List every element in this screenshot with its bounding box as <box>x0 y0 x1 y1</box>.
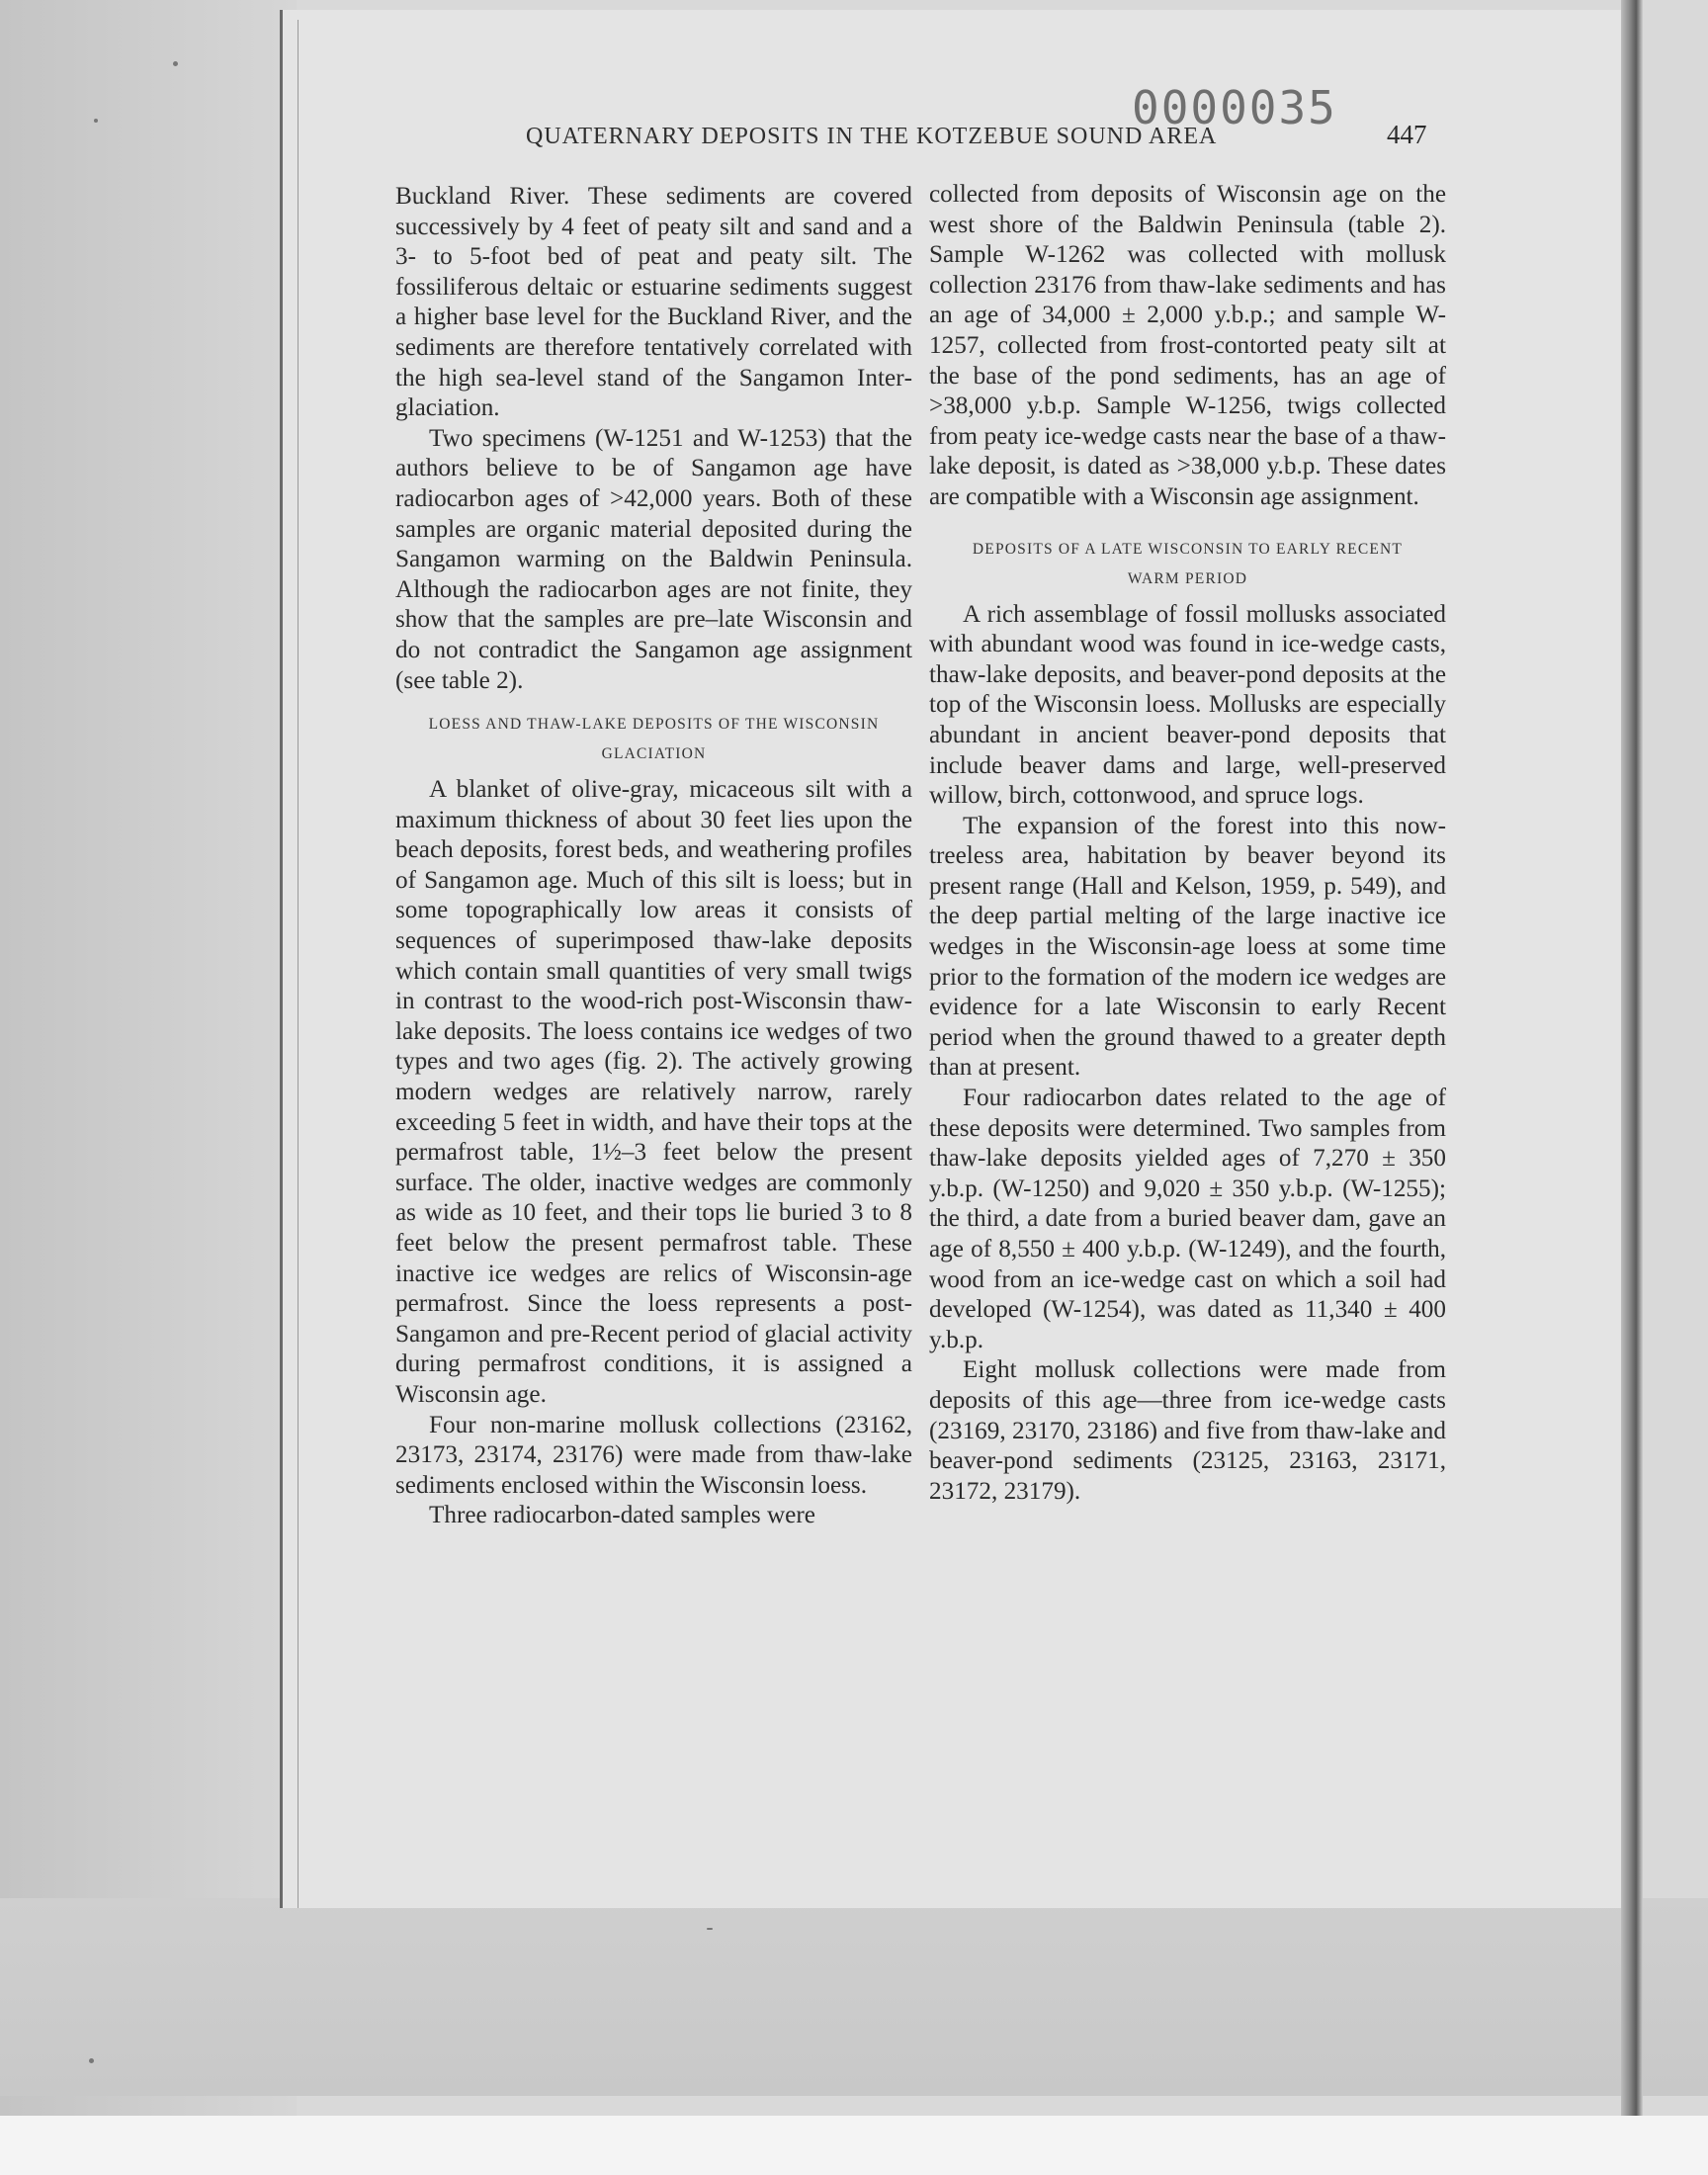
dust-speck <box>94 119 98 123</box>
scan-margin-right <box>1621 0 1643 2116</box>
paragraph: Four non-marine mollusk collections (23162, 23173, 23174, 23176) were made from thaw-lake sediments enclosed within the Wisconsin loess. <box>395 1411 912 1499</box>
right-column <box>929 180 1446 1507</box>
dust-speck <box>173 61 178 66</box>
page-number: 447 <box>1387 120 1427 149</box>
paragraph: A blanket of olive-gray, micaceous silt with a maximum thickness of about 30 feet lies upon the beach deposits, forest beds, and weathering profiles of Sangamon age. Much of this silt is loess; but in some topographically low areas it consists of sequences of superimposed thaw-lake deposits which contain small quantities of very small twigs in contrast to the wood-rich post-Wisconsin thaw-lake deposits. The loess contains ice wedges of two types and two ages (fig. 2). The actively growing modern wedges are relatively narrow, rarely exceeding 5 feet in width, and have their tops at the permafrost table, 1½–3 feet below the present surface. The older, inactive wedges are commonly as wide as 10 feet, and their tops lie buried 3 to 8 feet below the present permafrost table. These inactive ice wedges are relics of Wisconsin-age permafrost. Since the loess represents a post-Sangamon and pre-Recent period of glacial activity during permafrost conditions, it is assigned a Wisconsin age. <box>395 776 912 1408</box>
paragraph: The expansion of the forest into this now-treeless area, habitation by beaver beyond its present range (Hall and Kelson, 1959, p. 549), and the deep partial melting of the large inactive ice wedges in the Wisconsin-age loess at some time prior to the formation of the modern ice wedges are evidence for a late Wisconsin to early Recent period when the ground thawed to a greater depth than at present. <box>929 812 1446 1082</box>
archive-stamp-number: 0000035 <box>1132 81 1337 134</box>
scan-margin-bottom <box>0 1898 1708 2096</box>
paragraph: A rich assemblage of fossil mollusks associated with abundant wood was found in ice-wedge casts, thaw-lake deposits, and beaver-pond deposits at the top of the Wisconsin loess. Mollusks are especially abundant in ancient beaver-pond deposits that include beaver dams and large, well-preserved willow, birch, cottonwood, and spruce logs. <box>929 600 1446 810</box>
running-head: QUATERNARY DEPOSITS IN THE KOTZEBUE SOUND AREA <box>526 124 1218 149</box>
section-heading: DEPOSITS OF A LATE WISCONSIN TO EARLY RECENT WARM PERIOD <box>972 540 1404 587</box>
page-edge-line <box>298 20 299 1908</box>
paragraph: Two specimens (W-1251 and W-1253) that the authors believe to be of Sangamon age have radiocarbon ages of >42,000 years. Both of these samples are organic material deposited during the Sangamon warming on the Baldwin Peninsula. Although the radiocarbon ages are not finite, they show that the samples are pre–late Wisconsin and do not contradict the Sangamon age assignment (see table 2). <box>395 424 912 694</box>
paragraph: Four radiocarbon dates related to the age of these deposits were determined. Two samples from thaw-lake deposits yielded ages of 7,270 ± 350 y.b.p. (W-1250) and 9,020 ± 350 y.b.p. (W-1255); the third, a date from a buried beaver dam, gave an age of 8,550 ± 400 y.b.p. (W-1249), and the fourth, wood from an ice-wedge cast on which a soil had developed (W-1254), was dated as 11,340 ± 400 y.b.p. <box>929 1085 1446 1353</box>
paragraph: Buckland River. These sediments are covered successively by 4 feet of peaty silt and sand and a 3- to 5-foot bed of peat and peaty silt. The fossiliferous deltaic or estuarine sediments suggest a higher base level for the Buckland River, and the sediments are therefore tentatively correlated with the high sea-level stand of the Sangamon Interglaciation. <box>395 183 912 422</box>
dust-speck <box>89 2058 94 2063</box>
paragraph: Eight mollusk collections were made from deposits of this age—three from ice-wedge casts (23169, 23170, 23186) and five from thaw-lake and beaver-pond sediments (23125, 23163, 23171, 23172, 23179). <box>929 1356 1446 1505</box>
dust-speck <box>707 1928 713 1930</box>
scan-white-strip <box>0 2116 1708 2175</box>
section-heading: LOESS AND THAW-LAKE DEPOSITS OF THE WISCONSIN GLACIATION <box>428 716 880 763</box>
scan-margin-left <box>0 0 297 2175</box>
paragraph: collected from deposits of Wisconsin age on the west shore of the Baldwin Peninsula (table 2). Sample W-1262 was collected with mollusk collection 23176 from thaw-lake sediments and has an age of 34,000 ± 2,000 y.b.p.; and sample W-1257, collected from frost-contorted peaty silt at the base of the pond sediments, has an age of >38,000 y.b.p. Sample W-1256, twigs collected from peaty ice-wedge casts near the base of a thaw-lake deposit, is dated as >38,000 y.b.p. These dates are compatible with a Wisconsin age assignment. <box>929 181 1446 510</box>
left-column <box>395 182 912 1531</box>
paragraph: Three radiocarbon-dated samples were <box>429 1502 815 1529</box>
